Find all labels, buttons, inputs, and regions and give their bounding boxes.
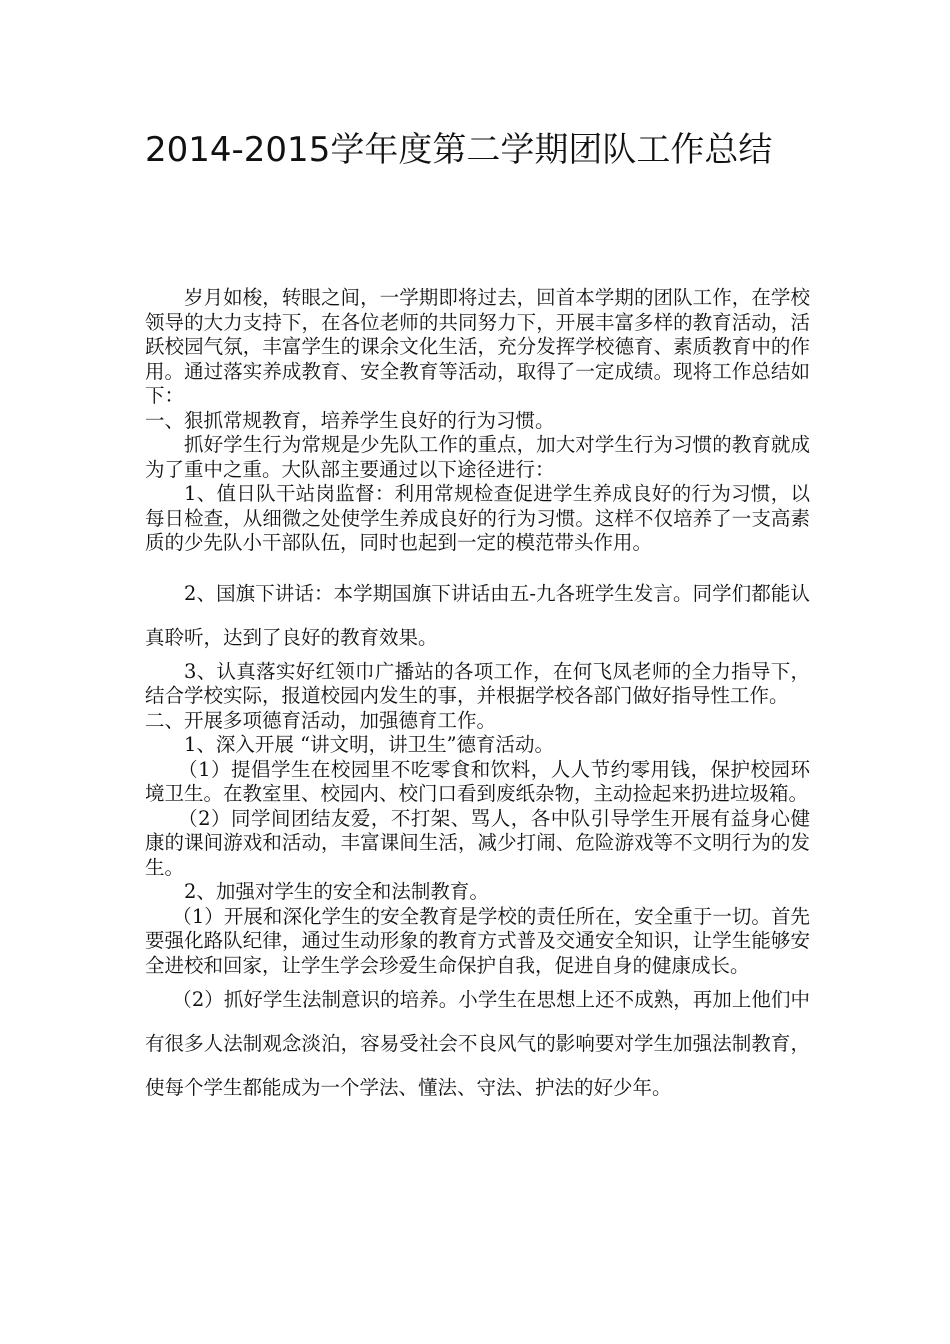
item-civility-activity: 1、深入开展 “讲文明，讲卫生”德育活动。 [184,733,555,756]
paragraph-routine-education: 抓好学生行为常规是少先队工作的重点，加大对学生行为习惯的教育就成为了重中之重。大队部主要通过以下途径进行： [145,433,810,481]
document-title: 2014-2015学年度第二学期团队工作总结 [145,130,773,170]
section-heading-2: 二、开展多项德育活动，加强德育工作。 [145,708,497,732]
subitem-campus-hygiene: （1）提倡学生在校园里不吃零食和饮料，人人节约零用钱，保护校园环境卫生。在教室里、校园内、校门口看到废纸杂物，主动捡起来扔进垃圾箱。 [145,757,810,805]
intro-paragraph: 岁月如梭，转眼之间，一学期即将过去，回首本学期的团队工作，在学校领导的大力支持下，在各位老师的共同努力下，开展丰富多样的教育活动，活跃校园气氛，丰富学生的课余文化生活，充分发挥学校德育、素质教育中的作用。通过落实养成教育、安全教育等活动，取得了一定成绩。现将工作总结如下： [145,286,810,407]
subitem-friendship: （2）同学间团结友爱，不打架、骂人，各中队引导学生开展有益身心健康的课间游戏和活动，丰富课间生活，减少打闹、危险游戏等不文明行为的发生。 [145,806,810,879]
subitem-safety-education: （1）开展和深化学生的安全教育是学校的责任所在，安全重于一切。首先要强化路队纪律，通过生动形象的教育方式普及交通安全知识，让学生能够安全进校和回家，让学生学会珍爱生命保护自我，促进自身的健康成长。 [145,904,810,977]
subitem-legal-awareness: （2）抓好学生法制意识的培养。小学生在思想上还不成熟，再加上他们中有很多人法制观念淡泊，容易受社会不良风气的影响要对学生加强法制教育，使每个学生都能成为一个学法、懂法、守法、护法的好少年。 [145,988,810,1099]
item-duty-supervision: 1、值日队干站岗监督：利用常规检查促进学生养成良好的行为习惯，以每日检查，从细微之处使学生养成良好的行为习惯。这样不仅培养了一支高素质的少先队小干部队伍，同时也起到一定的模范带头作用。 [145,482,810,554]
item-flag-speech: 2、国旗下讲话：本学期国旗下讲话由五-九各班学生发言。同学们都能认真聆听，达到了良好的教育效果。 [145,581,810,649]
item-radio-station: 3、认真落实好红领巾广播站的各项工作，在何飞凤老师的全力指导下，结合学校实际，报道校园内发生的事，并根据学校各部门做好指导性工作。 [145,659,810,707]
item-safety-legal-education: 2、加强对学生的安全和法制教育。 [184,880,489,903]
document-body [145,286,810,1110]
section-heading-1: 一、狠抓常规教育，培养学生良好的行为习惯。 [145,408,555,432]
